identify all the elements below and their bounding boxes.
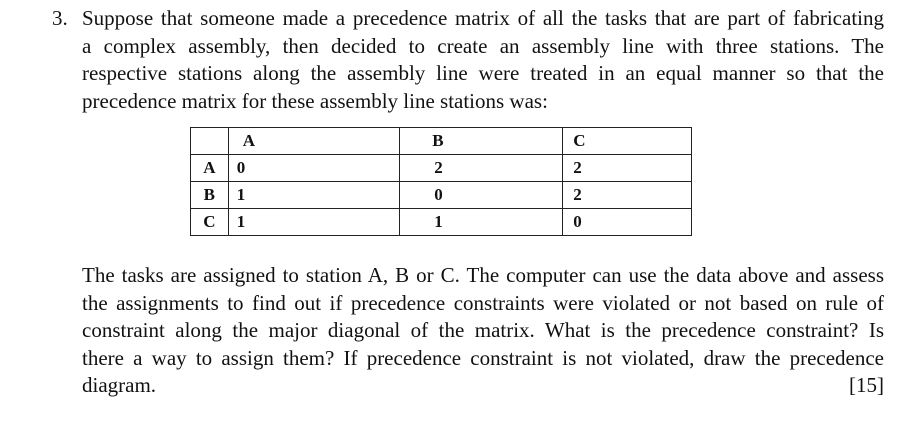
- question-number: 3.: [52, 6, 68, 30]
- matrix-cell-b-a: 1: [228, 182, 400, 209]
- intro-line-1: Suppose that someone made a precedence matrix of all the tasks that are part of fabricating: [82, 6, 884, 30]
- matrix-cell-c-c: 0: [563, 209, 692, 236]
- matrix-header-row: [191, 128, 692, 155]
- body-line-3: constraint along the major diagonal of the matrix. What is the precedence constraint? Is: [82, 318, 884, 342]
- matrix-cell-a-b: 2: [400, 155, 563, 182]
- intro-line-3: respective stations along the assembly line were treated in an equal manner so that the: [82, 61, 884, 85]
- matrix-cell-c-b: 1: [400, 209, 563, 236]
- matrix-row-header-b: B: [191, 182, 229, 209]
- body-line-2: the assignments to find out if precedence constraints were violated or not based on rule of: [82, 290, 884, 315]
- matrix-row-c: [191, 209, 692, 236]
- matrix-cell-b-b: 0: [400, 182, 563, 209]
- precedence-matrix: [190, 127, 692, 236]
- body-final-row: [82, 372, 884, 400]
- matrix-cell-b-c: 2: [563, 182, 692, 209]
- matrix-row-header-c: C: [191, 209, 229, 236]
- question-intro: [82, 5, 884, 115]
- question-body: [82, 262, 884, 400]
- matrix-row-header-a: A: [191, 155, 229, 182]
- matrix-column-header-c: C: [563, 128, 692, 155]
- matrix-cell-a-c: 2: [563, 155, 692, 182]
- matrix-row-b: [191, 182, 692, 209]
- matrix-cell-c-a: 1: [228, 209, 400, 236]
- body-final-line: diagram.: [82, 373, 157, 397]
- body-line-4: there a way to assign them? If precedence constraint is not violated, draw the precedence: [82, 345, 884, 370]
- intro-line-4: precedence matrix for these assembly line stations was:: [82, 88, 548, 113]
- body-line-1: The tasks are assigned to station A, B or C. The computer can use the data above and assess: [82, 263, 884, 287]
- matrix-column-header-a: A: [228, 128, 400, 155]
- matrix-column-header-b: B: [400, 128, 563, 155]
- matrix-corner-cell: [191, 128, 229, 155]
- matrix-cell-a-a: 0: [228, 155, 400, 182]
- intro-line-2: a complex assembly, then decided to create an assembly line with three stations. The: [82, 33, 884, 58]
- matrix-row-a: [191, 155, 692, 182]
- question-marks: [15]: [849, 373, 884, 397]
